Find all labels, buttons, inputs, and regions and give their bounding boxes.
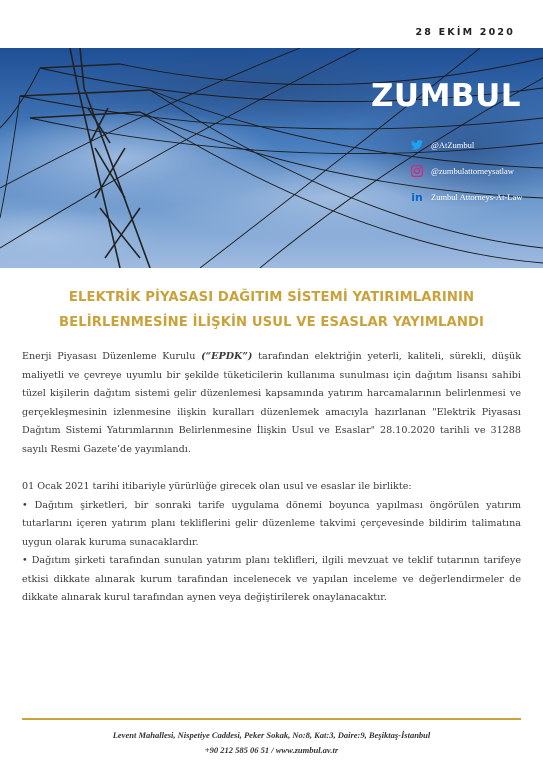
social-links <box>410 132 522 210</box>
document-date: 28 EKİM 2020 <box>415 27 515 38</box>
linkedin-icon: in <box>411 190 423 204</box>
social-linkedin-name: Zumbul Attorneys-At-Law <box>431 192 523 202</box>
hero-banner <box>0 48 543 268</box>
brand-logo: ZUMBUL <box>370 78 521 114</box>
headline-line-2: BELİRLENMESİNE İLİŞKİN USUL VE ESASLAR YAYIMLANDI <box>58 315 485 330</box>
bullet-item: • Dağıtım şirketleri, bir sonraki tarife uygulama dönemi boyunca yapılması öngörülen yatırım tutarlarını içeren yatırım planı tekliflerini gelir düzenleme takvimi çerçevesinde bildirim talimatına uygun olarak kuruma sunacaklardır. <box>22 499 521 548</box>
intro-text-continued: tarafından elektriğin yeterli, kaliteli, sürekli, düşük maliyetli ve çevreye uyumlu bir şekilde tüketicilerin kullanıma sunulması için dağıtım lisansı sahibi tüzel kişilerin dağıtım sistemi gelir düzenlemesi kapsamında yatırım harcamalarının belirlenmesi ve gerçekleşmesinin izlenmesine ilişkin kuralları düzenlemek amacıyla hazırlanan "Elektrik Piyasası Dağıtım Sistemi Yatırımlarının Belirlenmesine İlişkin Usul ve Esaslar" 28.10.2020 tarihli ve 31288 sayılı Resmi Gazete’de yayımlandı. <box>22 351 522 455</box>
epdk-abbreviation: (“EPDK”) <box>201 351 253 362</box>
twitter-icon <box>410 138 424 152</box>
instagram-icon <box>410 164 424 178</box>
intro-text: Enerji Piyasası Düzenleme Kurulu <box>22 351 202 362</box>
intro-paragraph <box>22 348 521 459</box>
effective-date-paragraph: 01 Ocak 2021 tarihi itibariyle yürürlüğe girecek olan usul ve esaslar ile birlikte: <box>22 481 412 492</box>
footer-contact: +90 212 585 06 51 / www.zumbul.av.tr <box>204 745 339 755</box>
social-instagram-handle: @zumbulattorneysatlaw <box>431 166 514 176</box>
article-headline <box>20 285 523 335</box>
article-body <box>22 348 521 608</box>
bullet-item: • Dağıtım şirketi tarafından sunulan yatırım planı teklifleri, ilgili mevzuat ve teklif tutarının tarifeye etkisi dikkate alınarak kurum tarafından incelenecek ve yapılan inceleme ve değerlendirmeler de dikkate alınarak kurul tarafından aynen veya değiştirilerek onaylanacaktır. <box>22 555 521 603</box>
footer-divider <box>22 718 521 720</box>
social-twitter[interactable] <box>410 132 522 158</box>
social-instagram[interactable] <box>410 158 522 184</box>
social-linkedin[interactable] <box>410 184 522 210</box>
footer-address: Levent Mahallesi, Nispetiye Caddesi, Peker Sokak, No:8, Kat:3, Daire:9, Beşiktaş-İstanbul <box>112 730 431 740</box>
social-twitter-handle: @AtZumbul <box>431 140 475 150</box>
headline-line-1: ELEKTRİK PİYASASI DAĞITIM SİSTEMİ YATIRIMLARININ <box>68 290 475 305</box>
footer <box>0 728 543 758</box>
